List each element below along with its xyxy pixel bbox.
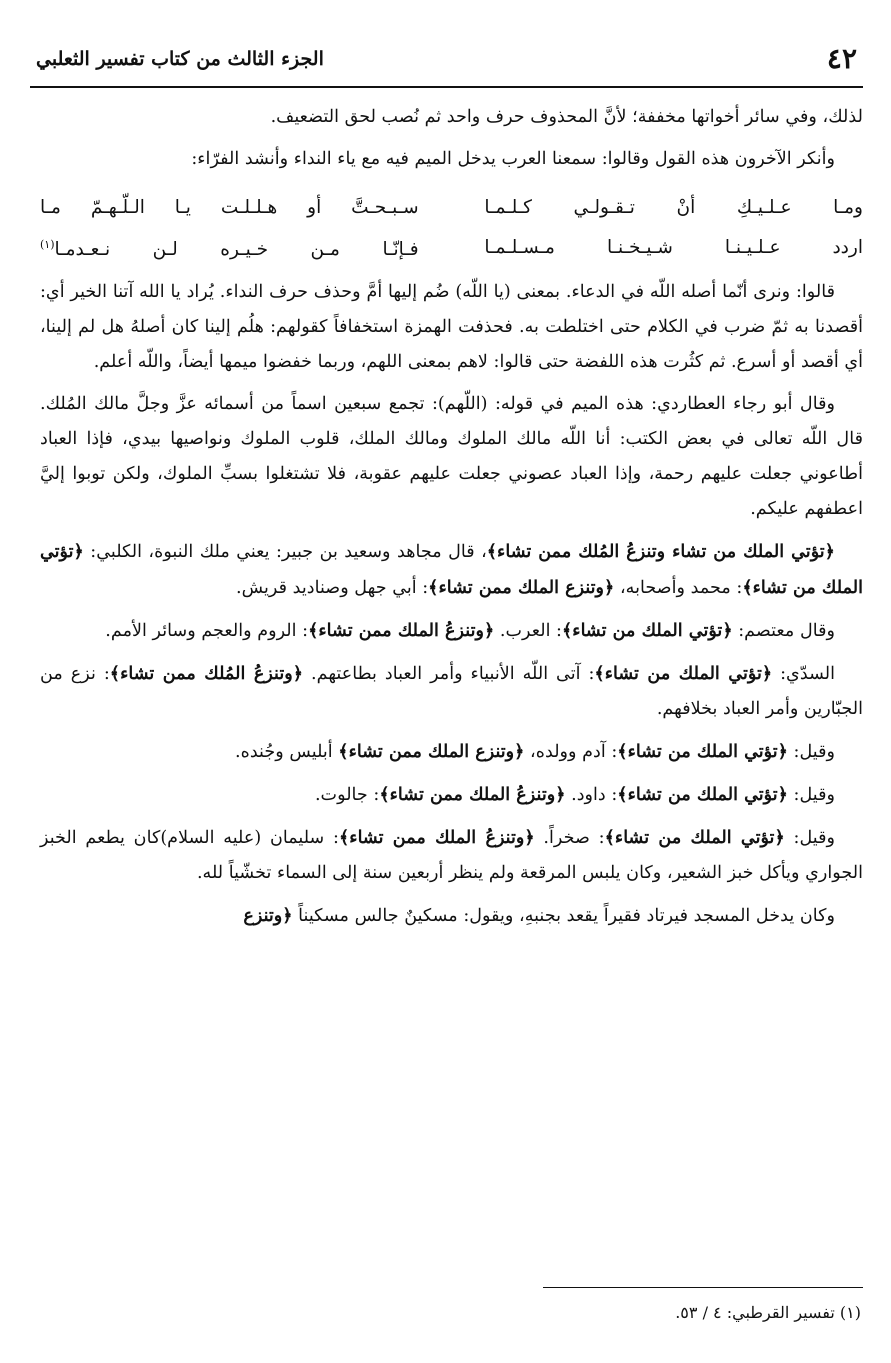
quran-quote: ﴿تؤتي الملك من تشاء﴾ bbox=[40, 541, 863, 598]
quran-quote: ﴿تؤتي الملك من تشاء﴾ bbox=[594, 663, 773, 684]
text-run: : آدم وولده، bbox=[524, 742, 618, 762]
verse-hemistich-text: فـإنّـا مـن خـيـره لـن نـعـدمـا bbox=[54, 239, 419, 261]
verse-line bbox=[40, 187, 863, 227]
paragraph bbox=[40, 734, 863, 770]
quran-quote: ﴿وتنزع الملك ممن تشاء﴾ bbox=[338, 741, 525, 762]
paragraph bbox=[40, 820, 863, 891]
text-run: وقيل: bbox=[784, 828, 835, 848]
paragraph: وقال أبو رجاء العطاردي: هذه الميم في قوله: (اللّهم): تجمع سبعين اسماً من أسمائه عزَّ وجلَّ مالك المُلك. قال اللّه تعالى في بعض الكتب: أنا اللّه مالك الملوك ومالك الملك، قلوب الملوك ونواصيها بيدي، فإذا العباد أطاعوني جعلت عليهم رحمة، وإذا العباد عصوني جعلت عليهم عقوبة، فلا تشتغلوا بسبِّ الملوك، ولكن توبوا إليَّ اعطفهم عليكم. bbox=[40, 394, 863, 519]
paragraph bbox=[40, 777, 863, 813]
paragraph bbox=[40, 613, 863, 649]
poetry-verse bbox=[40, 187, 863, 267]
footnote-marker: (١) bbox=[40, 237, 55, 251]
paragraph: وأنكر الآخرون هذه القول وقالوا: سمعنا العرب يدخل الميم فيه مع ياء النداء وأنشد الفرّاء: bbox=[191, 149, 835, 169]
verse-hemistich: اردد عـلـيـنـا شـيـخـنـا مـسـلـمـا bbox=[484, 236, 863, 258]
text-run: : صخراً. bbox=[534, 828, 605, 848]
paragraph bbox=[40, 534, 863, 606]
paragraph bbox=[40, 656, 863, 727]
verse-hemistich: سـبـحـتَّ أو هـلـلـت يـا الـلّـهـمّ مـا bbox=[40, 196, 419, 218]
text-run: وقيل: bbox=[787, 785, 835, 805]
footnote-separator bbox=[543, 1287, 863, 1288]
quran-quote: ﴿وتنزعُ المُلك ممن تشاء﴾ bbox=[109, 663, 304, 684]
footnote: (١) تفسير القرطبي: ٤ / ٥٣. bbox=[675, 1303, 861, 1322]
quran-quote: ﴿تؤتي الملك من تشاء﴾ bbox=[617, 784, 788, 805]
text-run: : العرب. bbox=[494, 621, 562, 641]
text-run: : آتى اللّه الأنبياء وأمر العباد بطاعتهم. bbox=[303, 664, 595, 684]
main-text bbox=[40, 100, 863, 941]
text-run: : جالوت. bbox=[314, 785, 380, 805]
running-head: الجزء الثالث من كتاب تفسير الثعلبي bbox=[36, 48, 324, 70]
text-run: وكان يدخل المسجد فيرتاد فقيراً يقعد بجنبهِ، ويقول: مسكينٌ جالس مسكيناً bbox=[292, 906, 835, 926]
text-run: : سليمان (عليه السلام)كان يطعم الخبز الجواري ويأكل خبز الشعير، وكان يلبس المرقعة ولم ينظر أربعين سنة إلى السماء تخشّياً لله. bbox=[40, 828, 863, 883]
page-number: ٤٢ bbox=[826, 42, 857, 75]
text-run: وقال معتصم: bbox=[732, 621, 835, 641]
text-run: : أبي جهل وصناديد قريش. bbox=[236, 578, 429, 598]
quran-quote: ﴿وتنزعُ الملك ممن تشاء﴾ bbox=[308, 620, 495, 641]
verse-hemistich-with-footnote bbox=[40, 227, 419, 267]
paragraph: لذلك، وفي سائر أخواتها مخففة؛ لأنَّ المحذوف حرف واحد ثم نُصب لحق التضعيف. bbox=[270, 107, 863, 127]
quran-quote: ﴿وتنزعُ الملك ممن تشاء﴾ bbox=[379, 784, 566, 805]
text-run: ، قال مجاهد وسعيد بن جبير: يعني ملك النبوة، الكلبي: bbox=[83, 542, 487, 562]
text-run: أبليس وجُنده. bbox=[235, 742, 339, 762]
verse-line bbox=[40, 227, 863, 267]
quran-quote: ﴿تؤتي الملك من تشاء﴾ bbox=[604, 827, 785, 848]
quran-quote: ﴿وتنزع bbox=[243, 905, 293, 926]
text-run: : محمد وأصحابه، bbox=[614, 578, 743, 598]
page-header bbox=[30, 40, 863, 88]
text-run: السدّي: bbox=[772, 664, 836, 684]
quran-quote: ﴿تؤتي الملك من تشاء﴾ bbox=[561, 620, 733, 641]
text-run: : نزع من الجبّارين وأمر العباد بخلافهم. bbox=[40, 664, 863, 719]
paragraph bbox=[40, 898, 863, 934]
text-run: وقيل: bbox=[787, 742, 835, 762]
quran-quote: ﴿تؤتي الملك من تشاء وتنزعُ المُلك ممن تشاء﴾ bbox=[486, 541, 835, 562]
paragraph: قالوا: ونرى أنّما أصله اللّه في الدعاء. بمعنى (يا اللّه) ضُم إليها أمَّ وحذف حرف النداء. يُراد يا الله آتنا الخير أي: أقصدنا به ثمّ ضرب في الكلام حتى اختلطت به. فحذفت الهمزة استخفافاً كقولهم: هلُم إلينا كان أصلهُ هل لم إلينا، أي أقصد أو أسرع. ثم كثُرت هذه اللفضة حتى قالوا: لاهم بمعنى اللهم، وربما خفضوا ميمها أيضاً، واللّه أعلم. bbox=[40, 282, 863, 372]
verse-hemistich: ومـا عـلـيـكِ أنْ تـقـولـي كـلـمـا bbox=[484, 196, 863, 218]
quran-quote: ﴿وتنزع الملك ممن تشاء﴾ bbox=[428, 577, 615, 598]
quran-quote: ﴿تؤتي الملك من تشاء﴾ bbox=[617, 741, 788, 762]
text-run: : الروم والعجم وسائر الأمم. bbox=[105, 621, 309, 641]
quran-quote: ﴿وتنزعُ الملك ممن تشاء﴾ bbox=[338, 827, 535, 848]
text-run: : داود. bbox=[565, 785, 618, 805]
